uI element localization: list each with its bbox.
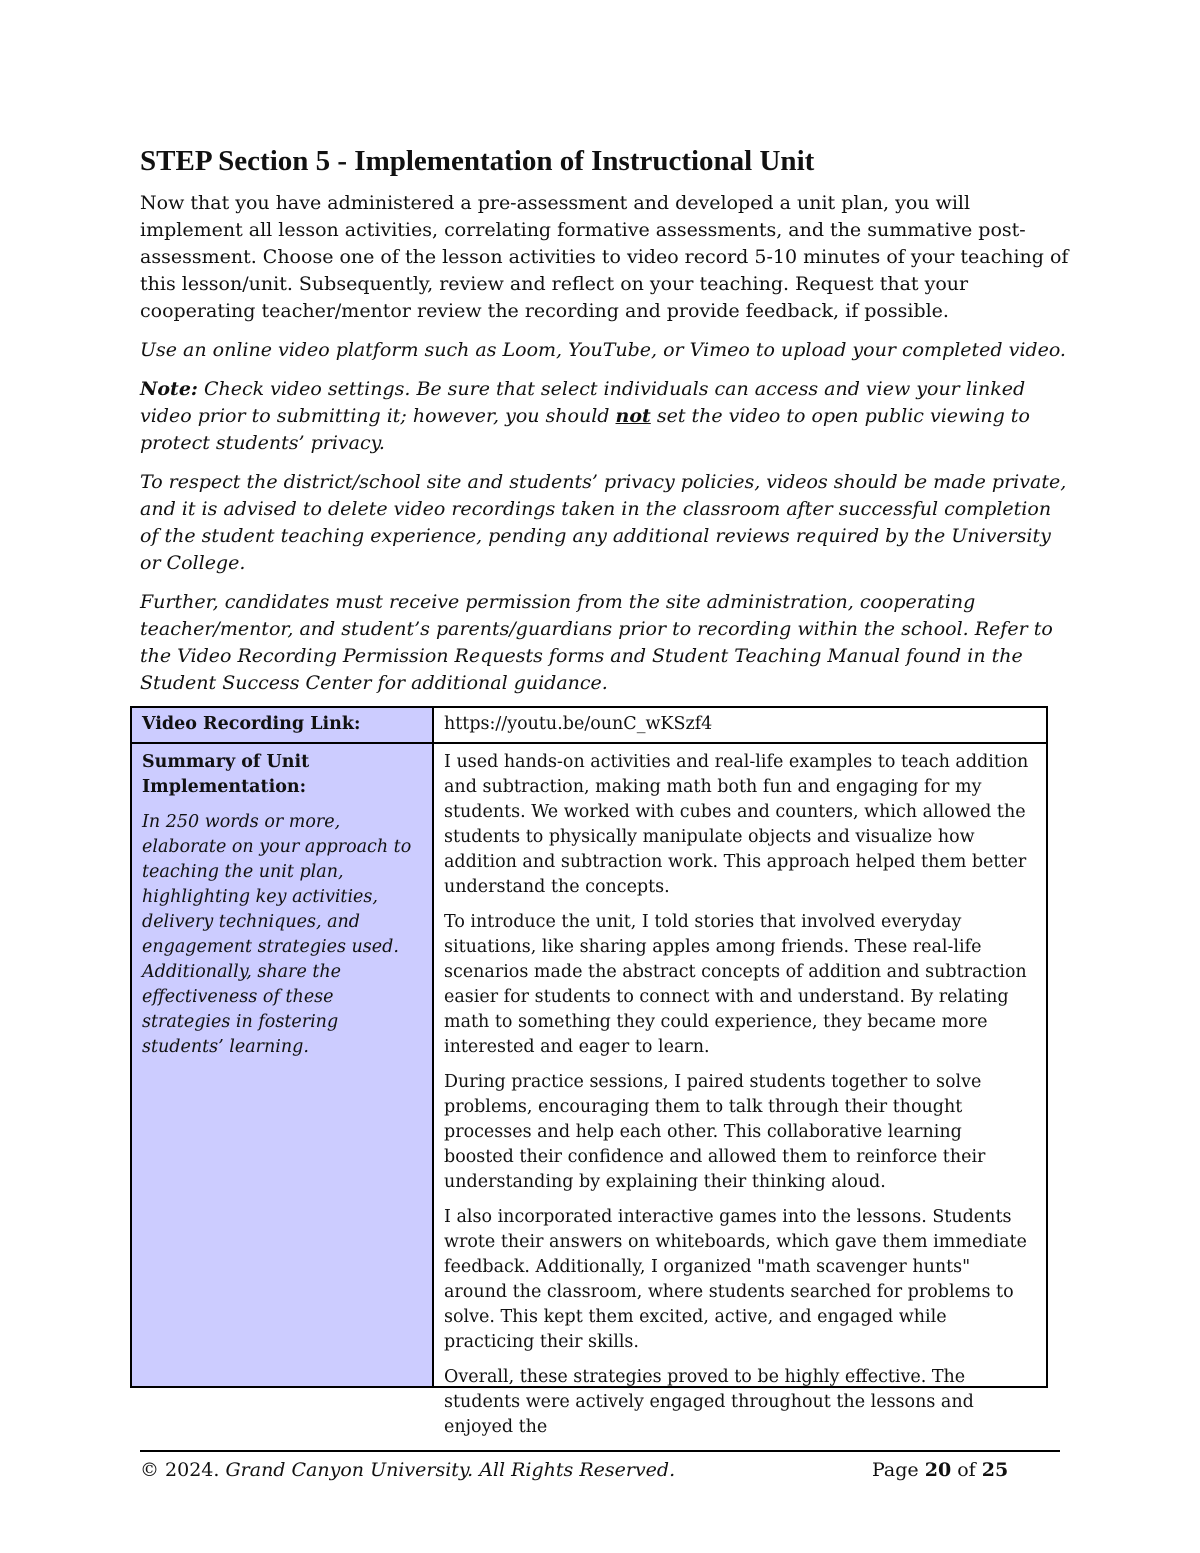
intro-paragraph: Now that you have administered a pre-assessment and developed a unit plan, you will implement all lesson activities, correlating formative assessments, and the summative post-assessment. Choose one of the lesson activities to video record 5-10 minutes of your teaching of this lesson/unit. Subsequently, review and reflect on your teaching. Request that your cooperating teacher/mentor review the recording and provide feedback, if possible. xyxy=(140,192,1069,322)
summary-response-text xyxy=(444,750,1036,1437)
page-number xyxy=(872,1456,1008,1484)
table-row xyxy=(131,707,1047,743)
table-row xyxy=(131,743,1047,1387)
summary-paragraph: To introduce the unit, I told stories that involved everyday situations, like sharing apples among friends. These real-life scenarios made the abstract concepts of addition and subtraction easier for students to connect with and understand. By relating math to something they could experience, they became more interested and eager to learn. xyxy=(444,912,1027,1057)
implementation-table xyxy=(130,706,1048,1437)
copyright-org: Grand Canyon University. All Rights Reserved. xyxy=(225,1459,676,1481)
summary-paragraph: During practice sessions, I paired students together to solve problems, encouraging them to talk through their thought processes and help each other. This collaborative learning boosted their confidence and allowed them to reinforce their understanding by explaining their thinking aloud. xyxy=(444,1072,986,1192)
intro-section xyxy=(140,190,1070,709)
copyright-notice xyxy=(140,1456,675,1484)
summary-paragraph: I also incorporated interactive games into the lessons. Students wrote their answers on whiteboards, which gave them immediate feedback. Additionally, I organized "math scavenger hunts" around the classroom, where students searched for problems to solve. This kept them excited, active, and engaged while practicing their skills. xyxy=(444,1207,1027,1352)
note-emphasis: not xyxy=(615,405,651,427)
summary-label: Summary of Unit Implementation: xyxy=(142,752,310,797)
privacy-paragraph: To respect the district/school site and students’ privacy policies, videos should be made private, and it is advised to delete video recordings taken in the classroom after successful completion of the student teaching experience, pending any additional reviews required by the University or College. xyxy=(140,471,1067,574)
summary-label-cell xyxy=(131,743,433,1387)
video-link-label: Video Recording Link: xyxy=(142,714,361,734)
permission-paragraph: Further, candidates must receive permission from the site administration, cooperating teacher/mentor, and student’s parents/guardians prior to recording within the school. Refer to the Video Recording Permission Requests forms and Student Teaching Manual found in the Student Success Center for additional guidance. xyxy=(140,591,1053,694)
video-link-label-cell xyxy=(131,707,433,743)
copyright-year: © 2024. xyxy=(140,1459,220,1481)
note-text-a: Check video settings. Be sure that select individuals can access and view your linked video prior to submitting it; however, you should xyxy=(140,378,1026,427)
page-of: of xyxy=(957,1459,976,1481)
video-link[interactable]: https://youtu.be/ounC_wKSzf4 xyxy=(444,714,713,734)
page-word: Page xyxy=(872,1459,919,1481)
page-total: 25 xyxy=(981,1459,1009,1481)
summary-response-cell[interactable] xyxy=(433,743,1047,1437)
note-text-b: set the video to open public viewing to protect students’ privacy. xyxy=(140,405,1030,454)
note-paragraph xyxy=(140,376,1070,457)
summary-paragraph: Overall, these strategies proved to be highly effective. The students were actively engaged throughout the lessons and enjoyed the xyxy=(444,1367,974,1437)
footer-divider xyxy=(140,1450,1060,1452)
video-link-cell xyxy=(433,707,1047,743)
summary-hint: In 250 words or more, elaborate on your approach to teaching the unit plan, highlighting key activities, delivery techniques, and engagement strategies used. Additionally, share the effectiveness of these strategies in fostering students’ learning. xyxy=(142,812,412,1057)
page-title: STEP Section 5 - Implementation of Instructional Unit xyxy=(140,145,815,177)
summary-paragraph: I used hands-on activities and real-life examples to teach addition and subtraction, making math both fun and engaging for my students. We worked with cubes and counters, which allowed the students to physically manipulate objects and visualize how addition and subtraction work. This approach helped them better understand the concepts. xyxy=(444,752,1029,897)
note-label: Note: xyxy=(140,378,198,400)
page-current: 20 xyxy=(924,1459,952,1481)
upload-instruction: Use an online video platform such as Loom, YouTube, or Vimeo to upload your completed video. xyxy=(140,339,1066,361)
